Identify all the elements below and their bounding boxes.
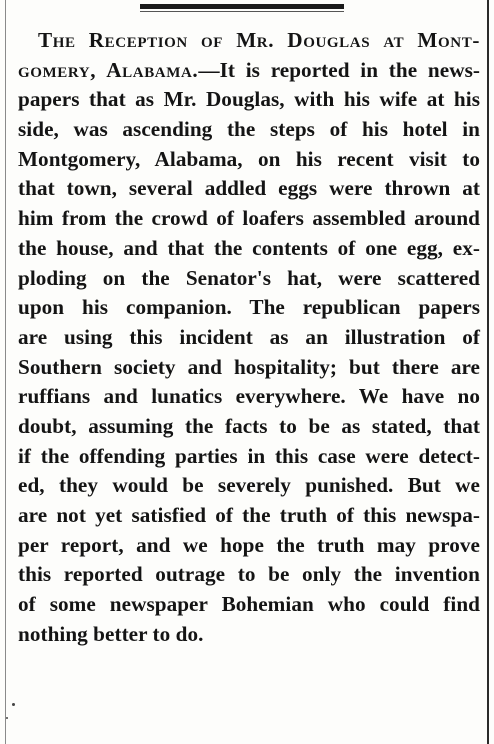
article-line [18, 56, 480, 86]
heading-line-1: The Reception of Mr. Douglas at Mont- [38, 28, 480, 52]
line-1-text: —It is reported in the news- [198, 57, 480, 82]
print-speck [12, 703, 15, 706]
column-rule-thin [140, 11, 344, 12]
article-line: side, was ascending the steps of his hotel in [18, 117, 480, 142]
article-line-last: nothing better to do. [18, 621, 204, 646]
left-column-border [5, 0, 6, 744]
article-line: doubt, assuming the facts to be as stated, that [18, 413, 480, 438]
article-line: are using this incident as an illustration of [18, 324, 480, 349]
article-line: ruffians and lunatics everywhere. We have no [18, 384, 480, 409]
article-line: ploding on the Senator's hat, were scattered [18, 265, 480, 290]
article-line: the house, and that the contents of one egg, ex- [18, 235, 480, 260]
article-line: Montgomery, Alabama, on his recent visit to [18, 146, 480, 171]
article-line: him from the crowd of loafers assembled around [18, 206, 480, 231]
article-line: that town, several addled eggs were thrown at [18, 176, 480, 201]
article-line: papers that as Mr. Douglas, with his wife at his [18, 87, 480, 112]
article-line: upon his companion. The republican papers [18, 295, 480, 320]
article-line: of some newspaper Bohemian who could find [18, 592, 480, 617]
article-body [18, 26, 480, 649]
article-line: Southern society and hospitality; but there are [18, 354, 480, 379]
article-line: per report, and we hope the truth may prove [18, 532, 480, 557]
heading-line-2: gomery, Alabama. [18, 57, 199, 82]
right-column-border [487, 0, 489, 744]
article-line: are not yet satisfied of the truth of this newspa- [18, 503, 480, 527]
article-line: ed, they would be severely punished. But we [18, 473, 480, 498]
column-rule [140, 4, 344, 9]
article-line: if the offending parties in this case were detect- [18, 443, 480, 468]
print-speck [6, 717, 8, 719]
article-line: this reported outrage to be only the invention [18, 562, 480, 587]
article-heading [18, 26, 480, 56]
